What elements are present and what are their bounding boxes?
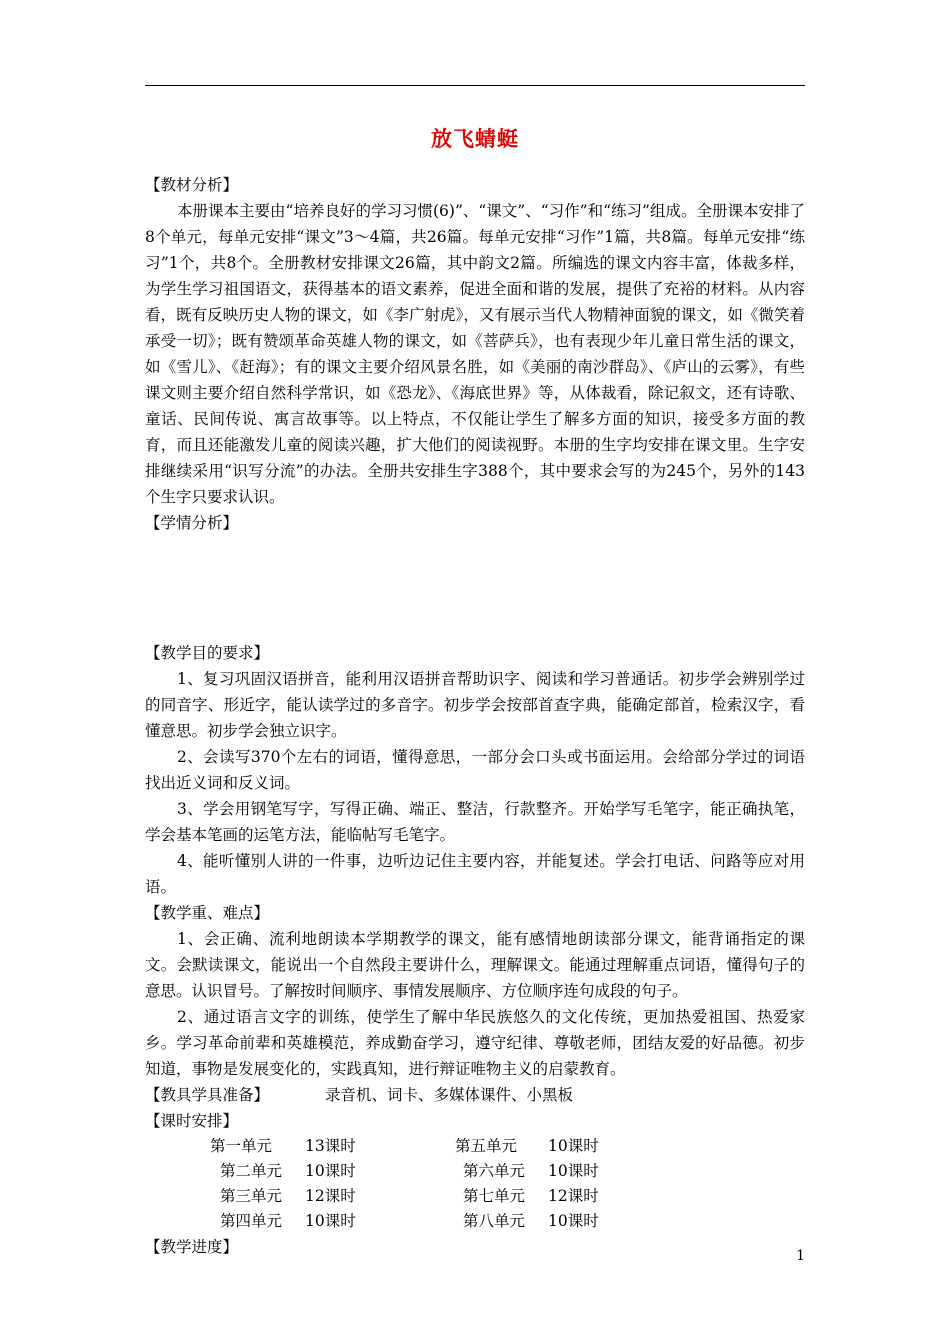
unit-label: 第三单元 xyxy=(220,1187,283,1205)
header-rule xyxy=(145,85,805,86)
unit-label: 第二单元 xyxy=(220,1162,283,1180)
schedule-row xyxy=(210,1209,630,1234)
goal-item-1: 1、复习巩固汉语拼音，能利用汉语拼音帮助识字、阅读和学习普通话。初步学会辨别学过的同音字、形近字，能认读学过的多音字。初步学会按部首查字典，能确定部首，检索汉字，看懂意思。初步学会独立识字。 xyxy=(145,670,805,740)
key-item-2: 2、通过语言文字的训练，使学生了解中华民族悠久的文化传统，更加热爱祖国、热爱家乡。学习革命前辈和英雄模范，养成勤奋学习，遵守纪律、尊敬老师，团结友爱的好品德。初步知道，事物是发展变化的，实践真知，进行辩证唯物主义的启蒙教育。 xyxy=(145,1008,805,1078)
schedule-row xyxy=(210,1134,630,1159)
document-title: 放飞蜻蜓 xyxy=(431,126,519,151)
unit-hours: 10课时 xyxy=(548,1162,599,1180)
schedule-table xyxy=(210,1134,630,1234)
unit-hours: 12课时 xyxy=(548,1187,599,1205)
section-heading-prep: 【教具学具准备】 xyxy=(145,1086,270,1104)
section-heading-goals: 【教学目的要求】 xyxy=(145,644,270,662)
unit-hours: 12课时 xyxy=(305,1187,356,1205)
goal-item-3: 3、学会用钢笔写字，写得正确、端正、整洁，行款整齐。开始学写毛笔字，能正确执笔，学会基本笔画的运笔方法，能临帖写毛笔字。 xyxy=(145,800,805,844)
unit-label: 第六单元 xyxy=(463,1162,526,1180)
prep-items: 录音机、词卡、多媒体课件、小黑板 xyxy=(325,1086,574,1104)
unit-label: 第七单元 xyxy=(463,1187,526,1205)
analysis-paragraph: 本册课本主要由“培养良好的学习习惯(6)”、“课文”、“习作”和“练习”组成。全册课本安排了8个单元，每单元安排“课文”3～4篇，共26篇。每单元安排“习作”1篇，共8篇。每单元安排“练习”1个，共8个。全册教材安排课文26篇，其中韵文2篇。所编选的课文内容丰富，体裁多样，为学生学习祖国语文，获得基本的语文素养，促进全面和谐的发展，提供了充裕的材料。从内容看，既有反映历史人物的课文，如《李广射虎》，又有展示当代人物精神面貌的课文，如《微笑着承受一切》；既有赞颂革命英雄人物的课文，如《菩萨兵》，也有表现少年儿童日常生活的课文，如《雪儿》、《赶海》；有的课文主要介绍风景名胜，如《美丽的南沙群岛》、《庐山的云雾》，有些课文则主要介绍自然科学常识，如《恐龙》、《海底世界》等，从体裁看，除记叙文，还有诗歌、童话、民间传说、寓言故事等。以上特点，不仅能让学生了解多方面的知识，接受多方面的教育，而且还能激发儿童的阅读兴趣，扩大他们的阅读视野。本册的生字均安排在课文里。生字安排继续采用“识写分流”的办法。全册共安排生字388个，其中要求会写的为245个，另外的143个生字只要求认识。 xyxy=(145,202,805,506)
unit-hours: 13课时 xyxy=(305,1137,356,1155)
section-heading-analysis: 【教材分析】 xyxy=(145,176,239,194)
unit-label: 第八单元 xyxy=(463,1212,526,1230)
blank-space xyxy=(145,536,805,640)
schedule-row xyxy=(210,1184,630,1209)
document-body xyxy=(145,172,805,1260)
prep-line xyxy=(145,1082,805,1108)
unit-hours: 10课时 xyxy=(305,1162,356,1180)
schedule-row xyxy=(210,1159,630,1184)
page-number: 1 xyxy=(796,1248,805,1264)
section-heading-key: 【教学重、难点】 xyxy=(145,904,270,922)
section-heading-learner: 【学情分析】 xyxy=(145,514,239,532)
unit-hours: 10课时 xyxy=(548,1212,599,1230)
key-item-1: 1、会正确、流利地朗读本学期教学的课文，能有感情地朗读部分课文，能背诵指定的课文。会默读课文，能说出一个自然段主要讲什么，理解课文。能通过理解重点词语，懂得句子的意思。认识冒号。了解按时间顺序、事情发展顺序、方位顺序连句成段的句子。 xyxy=(145,930,805,1000)
unit-hours: 10课时 xyxy=(305,1212,356,1230)
goal-item-4: 4、能听懂别人讲的一件事，边听边记住主要内容，并能复述。学会打电话、问路等应对用语。 xyxy=(145,852,805,896)
unit-label: 第一单元 xyxy=(210,1137,273,1155)
unit-label: 第四单元 xyxy=(220,1212,283,1230)
unit-hours: 10课时 xyxy=(548,1137,599,1155)
unit-label: 第五单元 xyxy=(455,1137,518,1155)
section-heading-progress: 【教学进度】 xyxy=(145,1238,239,1256)
section-heading-schedule: 【课时安排】 xyxy=(145,1112,239,1130)
goal-item-2: 2、会读写370个左右的词语，懂得意思，一部分会口头或书面运用。会给部分学过的词语找出近义词和反义词。 xyxy=(145,748,805,792)
